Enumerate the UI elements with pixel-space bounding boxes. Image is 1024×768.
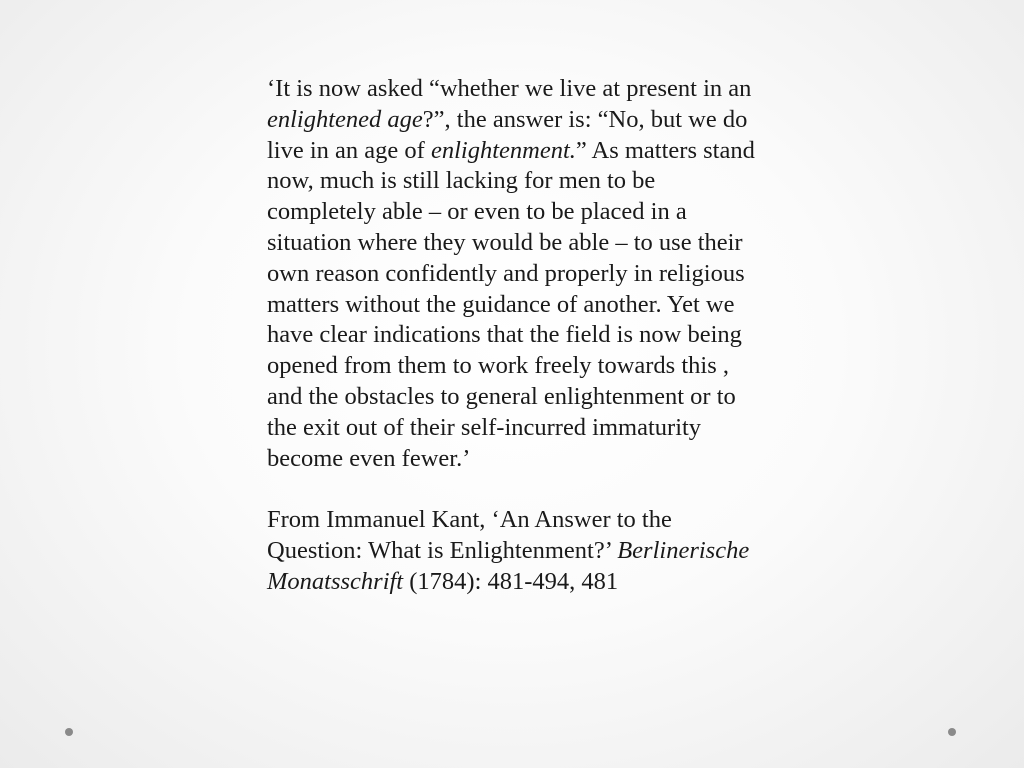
quote-emphasis-enlightenment: enlightenment.	[430, 136, 576, 164]
quote-emphasis-enlightened-age: enlightened age	[267, 105, 423, 133]
quote-text-3: ” As matters stand now, much is still lacking for men to be completely able – or even to be placed in a situation where they would be able – to use their own reason confidently and properly in religious matters without the guidance of another. Yet we have clear indications that the field is now being opened from them to work freely towards this , and the obstacles to general enlightenment or to the exit out of their self-incurred immaturity become even fewer.’	[267, 136, 755, 472]
quote-paragraph	[267, 74, 767, 474]
left-dot-decoration	[65, 728, 73, 736]
citation-text-1: From Immanuel Kant, ‘An Answer to the Question: What is Enlightenment?’	[267, 506, 672, 564]
quote-text-1: ‘It is now asked “whether we live at present in an	[267, 75, 752, 102]
quote-text-2: ?”, the answer is: “No, but we do live in an age of	[267, 105, 748, 164]
right-dot-decoration	[948, 728, 956, 736]
quote-text-box	[267, 74, 767, 598]
citation-paragraph	[267, 505, 767, 597]
citation-journal-title: Berlinerische Monatsschrift	[267, 536, 750, 595]
citation-text-2: (1784): 481-494, 481	[403, 567, 619, 595]
